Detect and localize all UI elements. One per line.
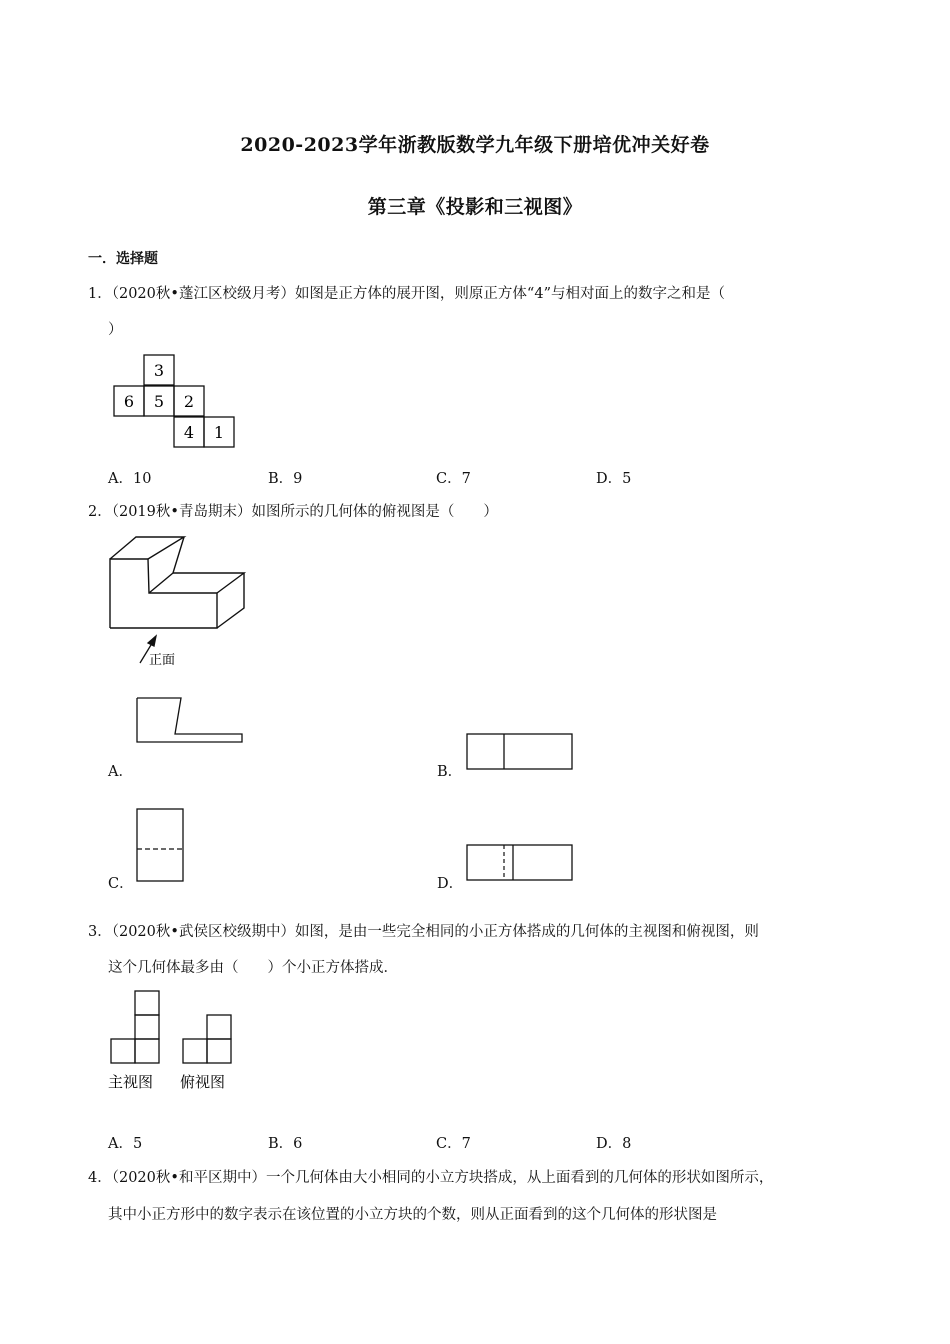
question-4-number: 4． [88, 1170, 112, 1186]
front-face-label: 正面 [149, 653, 176, 668]
question-3-text-cont: 这个几何体最多由（ ）个小正方体搭成． [108, 960, 398, 976]
q2-option-c-figure[interactable] [136, 808, 186, 884]
main-view-label: 主视图 [108, 1073, 154, 1091]
q2-option-b[interactable]: B． [437, 764, 463, 780]
q3-option-b[interactable]: B．6 [268, 1136, 303, 1152]
q2-option-d-figure[interactable] [466, 844, 574, 884]
q2-option-b-figure[interactable] [466, 733, 574, 773]
question-2 [88, 502, 498, 522]
net-cell-1: 1 [213, 423, 225, 442]
top-view-label: 俯视图 [180, 1073, 226, 1091]
question-1-number: 1． [88, 286, 112, 302]
question-4-text-cont: 其中小正方形中的数字表示在该位置的小立方块的个数，则从正面看到的这个几何体的形状图是 [108, 1207, 717, 1223]
net-cell-6: 6 [123, 392, 135, 411]
question-3-number: 3． [88, 924, 112, 940]
q1-option-b[interactable]: B．9 [268, 471, 303, 487]
q2-option-a[interactable]: A． [108, 764, 133, 780]
page-title: 2020-2023学年浙教版数学九年级下册培优冲关好卷 [240, 134, 710, 156]
question-2-number: 2． [88, 504, 112, 520]
question-4-text: （2020秋•和平区期中）一个几何体由大小相同的小立方块搭成，从上面看到的几何体的形状如图所示， [111, 1170, 774, 1186]
chapter-title: 第三章《投影和三视图》 [367, 196, 583, 218]
solid-3d-figure [108, 535, 253, 670]
net-cell-2: 2 [183, 392, 195, 411]
q2-option-a-figure[interactable] [136, 697, 246, 745]
q3-option-d[interactable]: D．8 [596, 1136, 632, 1152]
cube-net-figure [108, 352, 243, 452]
q2-option-d[interactable]: D． [437, 876, 464, 892]
q2-option-c[interactable]: C． [108, 876, 134, 892]
q3-option-a[interactable]: A．5 [108, 1136, 143, 1152]
question-3-text: （2020秋•武侯区校级期中）如图，是由一些完全相同的小正方体搭成的几何体的主视图和俯视图，则 [111, 924, 759, 940]
question-3 [88, 922, 759, 942]
question-1 [88, 284, 725, 304]
q1-option-a[interactable]: A．10 [108, 471, 152, 487]
question-4 [88, 1168, 773, 1188]
q1-option-c[interactable]: C．7 [436, 471, 471, 487]
question-1-text: （2020秋•蓬江区校级月考）如图是正方体的展开图，则原正方体“4”与相对面上的数字之和是（ [111, 286, 725, 302]
section-heading: 一．选择题 [88, 251, 158, 267]
net-cell-4: 4 [183, 423, 195, 442]
net-cell-5: 5 [153, 392, 165, 411]
question-2-text: （2019秋•青岛期末）如图所示的几何体的俯视图是（ ） [111, 504, 498, 520]
q3-option-c[interactable]: C．7 [436, 1136, 471, 1152]
question-1-text-cont: ） [108, 322, 123, 338]
views-figure [106, 988, 246, 1092]
net-cell-3: 3 [153, 361, 165, 380]
q1-option-d[interactable]: D．5 [596, 471, 632, 487]
